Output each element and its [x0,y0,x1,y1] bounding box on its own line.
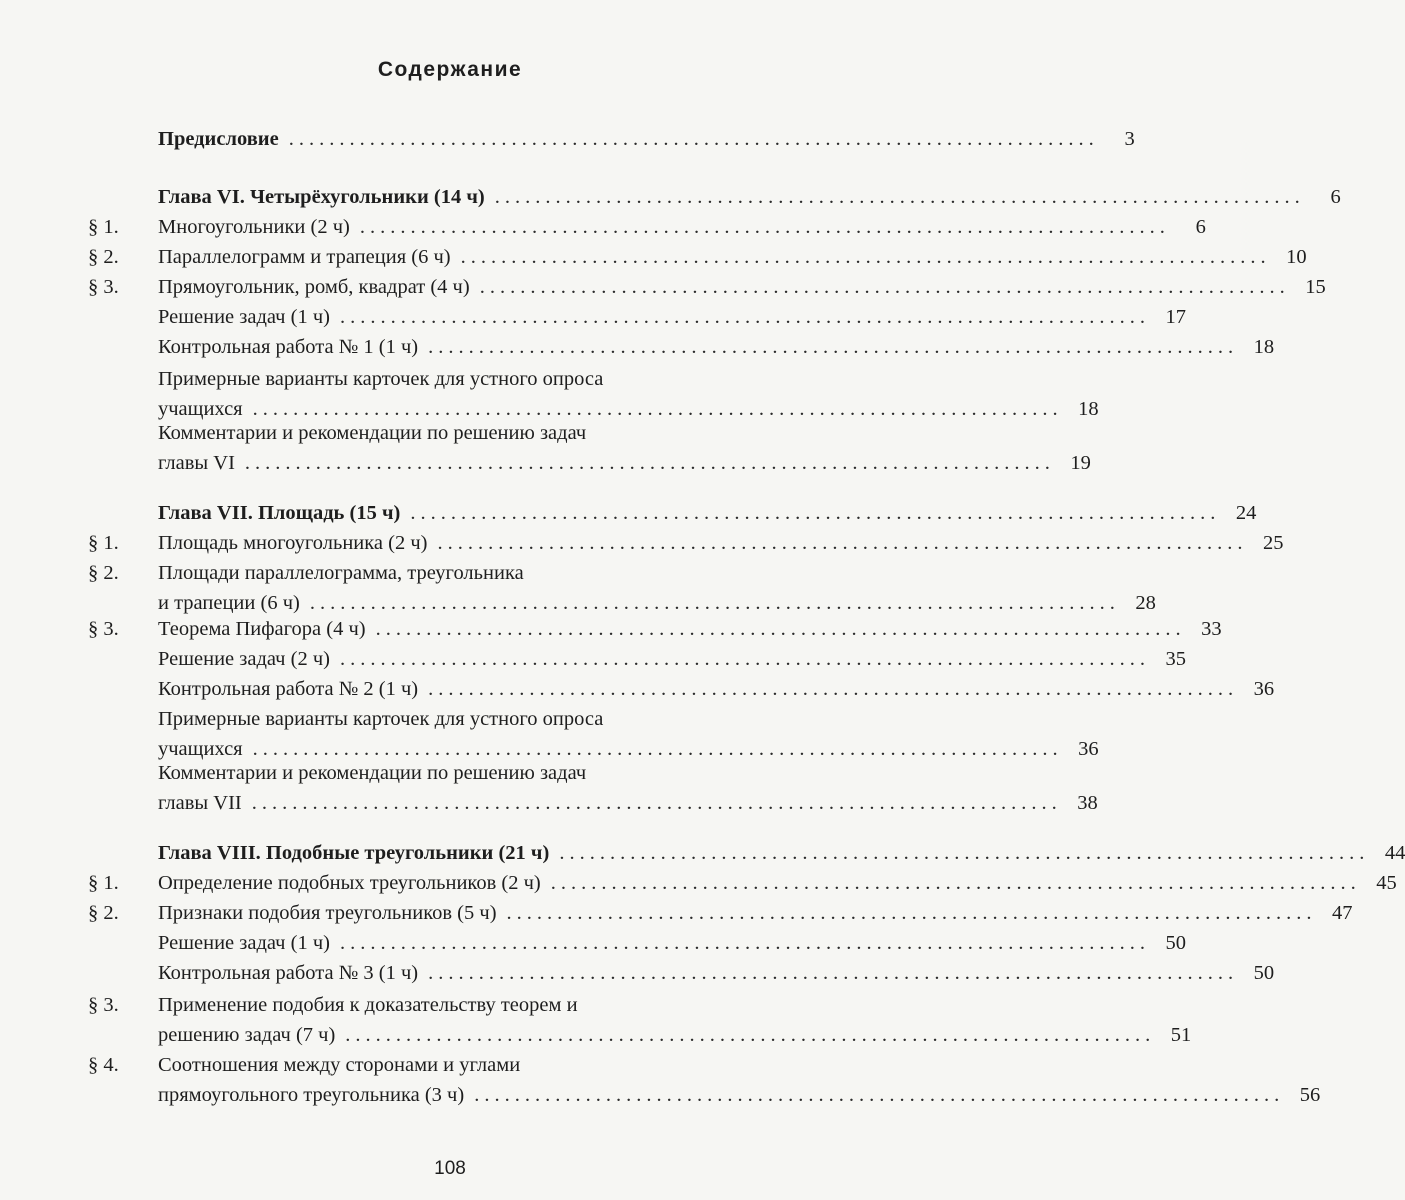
entry-page-number: 6 [1330,186,1341,208]
dot-leader: ................................................................................ [506,902,1317,924]
toc-line [0,990,900,1020]
entry-title: Комментарии и рекомендации по решению задач [158,422,587,444]
entry-title: Решение задач (1 ч) [158,932,330,954]
toc-line [0,364,900,394]
dot-leader: ................................................................................ [359,216,1170,238]
dot-leader: ................................................................................ [309,592,1120,614]
entry-title: Контрольная работа № 2 (1 ч) [158,678,419,700]
dot-leader: ................................................................................ [251,792,1062,814]
entry-page-number: 50 [1253,962,1275,984]
dot-leader: ................................................................................ [428,962,1239,984]
dot-leader: ................................................................................ [474,1084,1285,1106]
entry-page-number: 44 [1384,842,1405,864]
toc-line [0,1080,1321,1110]
section-number: § 2. [88,902,119,924]
toc-line [0,788,1098,818]
entry-page-number: 51 [1170,1024,1192,1046]
entry-page-number: 45 [1376,872,1397,894]
entry-title: Прямоугольник, ромб, квадрат (4 ч) [158,276,470,298]
toc-line [0,674,1275,704]
entry-title: Параллелограмм и трапеция (6 ч) [158,246,451,268]
dot-leader: ................................................................................ [288,128,1099,150]
entry-page-number: 6 [1195,216,1206,238]
dot-leader: ................................................................................ [410,502,1221,524]
entry-title: Признаки подобия треугольников (5 ч) [158,902,497,924]
entry-page-number: 36 [1078,738,1099,760]
dot-leader: ................................................................................ [375,618,1186,640]
dot-leader: ................................................................................ [339,648,1150,670]
toc-line [0,1020,1192,1050]
entry-page-number: 35 [1165,648,1186,670]
entry-title: Контрольная работа № 1 (1 ч) [158,336,419,358]
toc-line [0,242,1307,272]
toc-line [0,272,1326,302]
toc-line [0,958,1275,988]
entry-title: главы VI [158,452,235,474]
toc-line [0,302,1186,332]
section-number: § 2. [88,246,119,268]
dot-leader: ................................................................................ [550,872,1361,894]
entry-page-number: 50 [1165,932,1186,954]
page-title: Содержание [377,58,523,81]
section-number: § 3. [88,994,119,1016]
entry-title: прямоугольного треугольника (3 ч) [158,1084,465,1106]
entry-title: главы VII [158,792,242,814]
entry-page-number: 24 [1235,502,1257,524]
toc-line [0,614,1222,644]
entry-page-number: 10 [1286,246,1307,268]
toc-line [0,898,1353,928]
entry-title: Теорема Пифагора (4 ч) [158,618,366,640]
entry-title: Решение задач (1 ч) [158,306,330,328]
dot-leader: ................................................................................ [479,276,1290,298]
entry-page-number: 15 [1305,276,1326,298]
entry-page-number: 28 [1135,592,1156,614]
dot-leader: ................................................................................ [244,452,1055,474]
section-number: § 2. [88,562,119,584]
toc-line [0,418,900,448]
section-number: § 1. [88,532,119,554]
entry-title: Примерные варианты карточек для устного опроса [158,368,604,390]
dot-leader: ................................................................................ [428,336,1239,358]
page-number: 108 [434,1158,466,1179]
entry-title: решению задач (7 ч) [158,1024,336,1046]
toc-line [0,758,900,788]
entry-title: и трапеции (6 ч) [158,592,300,614]
entry-page-number: 18 [1253,336,1275,358]
dot-leader: ................................................................................ [252,398,1063,420]
toc-line [0,704,900,734]
entry-page-number: 33 [1201,618,1222,640]
dot-leader: ................................................................................ [494,186,1305,208]
entry-title: Примерные варианты карточек для устного опроса [158,708,604,730]
toc-line [0,928,1186,958]
entry-title: Соотношения между сторонами и углами [158,1054,521,1076]
toc-line [0,448,1091,478]
entry-title: учащихся [158,738,243,760]
entry-title: Решение задач (2 ч) [158,648,330,670]
entry-title: Контрольная работа № 3 (1 ч) [158,962,419,984]
entry-title: Площадь многоугольника (2 ч) [158,532,428,554]
entry-title: Площади параллелограмма, треугольника [158,562,524,584]
toc-line [0,124,1135,154]
dot-leader: ................................................................................ [339,306,1150,328]
entry-page-number: 56 [1299,1084,1321,1106]
toc-line [0,332,1275,362]
entry-page-number: 36 [1253,678,1275,700]
entry-title: Глава VII. Площадь (15 ч) [158,502,401,524]
dot-leader: ................................................................................ [559,842,1370,864]
toc-line [0,1050,900,1080]
section-number: § 4. [88,1054,119,1076]
dot-leader: ................................................................................ [345,1024,1156,1046]
toc-line [0,558,900,588]
toc-line [0,644,1186,674]
entry-title: Глава VIII. Подобные треугольники (21 ч) [158,842,550,864]
entry-title: учащихся [158,398,243,420]
toc-line [0,182,1341,212]
dot-leader: ................................................................................ [437,532,1248,554]
entry-page-number: 18 [1078,398,1099,420]
dot-leader: ................................................................................ [428,678,1239,700]
entry-title: Комментарии и рекомендации по решению задач [158,762,587,784]
dot-leader: ................................................................................ [460,246,1271,268]
toc-line [0,868,1397,898]
section-number: § 3. [88,618,119,640]
entry-title: Предисловие [158,128,279,150]
entry-title: Многоугольники (2 ч) [158,216,350,238]
toc-line [0,838,1405,868]
toc-line [0,212,1206,242]
entry-page-number: 47 [1332,902,1353,924]
entry-page-number: 25 [1263,532,1284,554]
section-number: § 1. [88,872,119,894]
entry-page-number: 3 [1124,128,1135,150]
entry-title: Применение подобия к доказательству теорем и [158,994,578,1016]
dot-leader: ................................................................................ [339,932,1150,954]
toc-line [0,498,1257,528]
entry-title: Определение подобных треугольников (2 ч) [158,872,541,894]
entry-page-number: 19 [1070,452,1091,474]
section-number: § 1. [88,216,119,238]
toc-line [0,528,1284,558]
dot-leader: ................................................................................ [252,738,1063,760]
entry-page-number: 17 [1165,306,1186,328]
entry-title: Глава VI. Четырёхугольники (14 ч) [158,186,485,208]
section-number: § 3. [88,276,119,298]
entry-page-number: 38 [1077,792,1098,814]
